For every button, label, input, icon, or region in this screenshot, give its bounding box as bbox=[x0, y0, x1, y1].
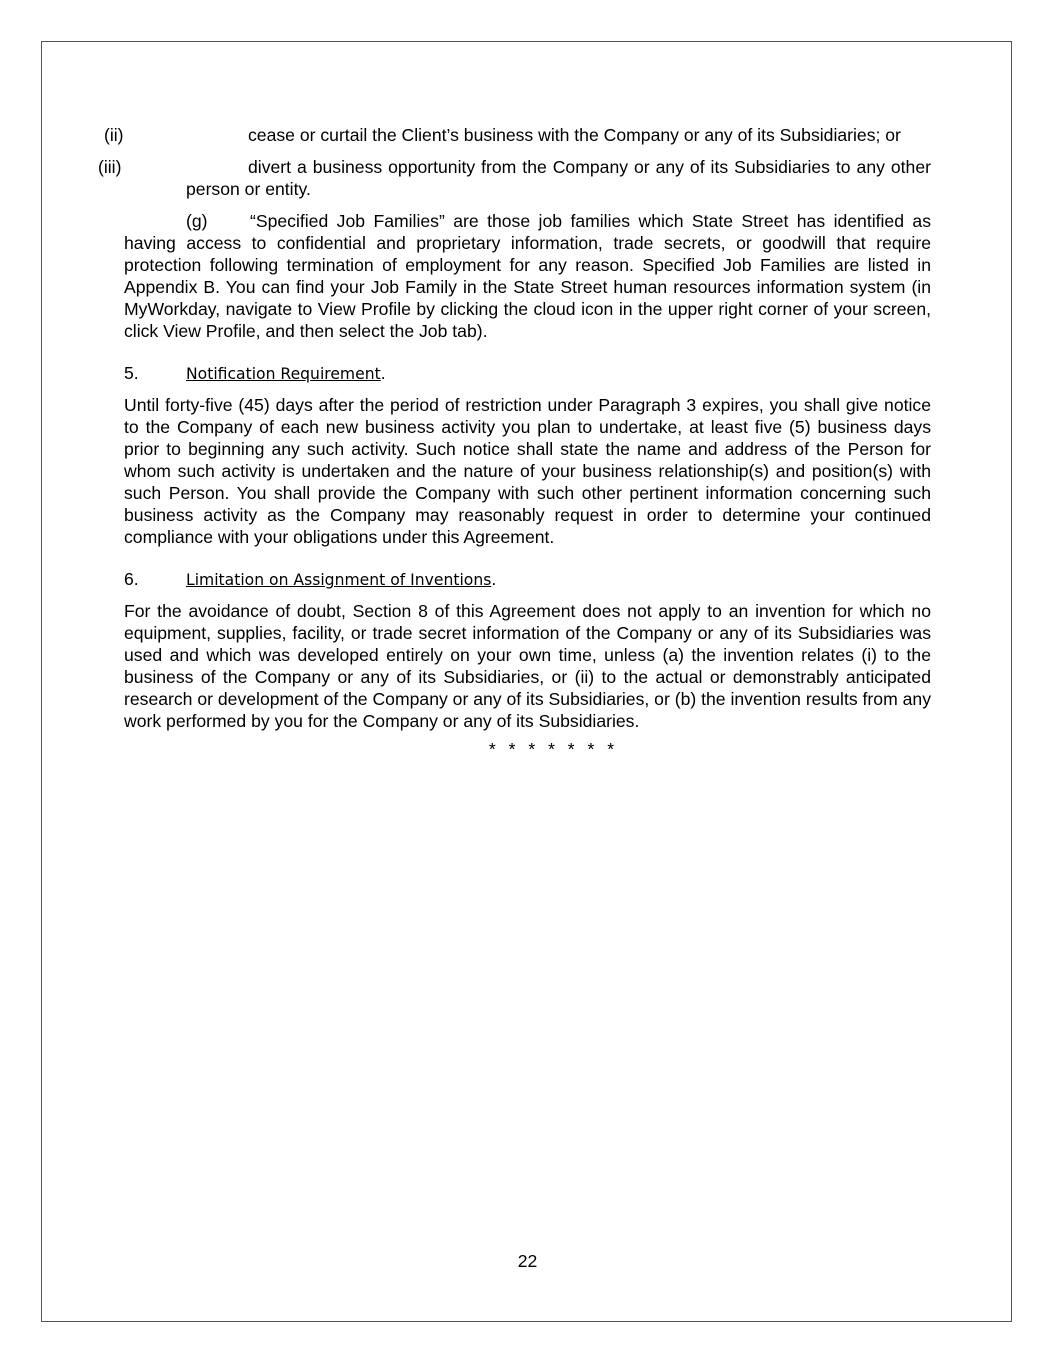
document-body bbox=[98, 124, 931, 760]
section-separator: * * * * * * * bbox=[488, 739, 615, 759]
clause-iii-text: divert a business opportunity from the Company or any of its Subsidiaries to any other person or entity. bbox=[186, 157, 931, 199]
section-5-title: Notification Requirement bbox=[186, 365, 381, 383]
section-6-body: For the avoidance of doubt, Section 8 of this Agreement does not apply to an invention for which no equipment, supplies, facility, or trade secret information of the Company or any of its Subsidiaries was used and which was developed entirely on your own time, unless (a) the invention relates (i) to the business of the Company or any of its Subsidiaries, or (ii) to the actual or demonstrably anticipated research or development of the Company or any of its Subsidiaries, or (b) the invention results from any work performed by you for the Company or any of its Subsidiaries. bbox=[124, 601, 931, 731]
section-6-number: 6. bbox=[124, 569, 139, 589]
clause-ii-number: (ii) bbox=[104, 125, 124, 145]
clause-g-number: (g) bbox=[186, 211, 208, 231]
clause-g bbox=[124, 210, 931, 342]
section-6-heading bbox=[124, 568, 931, 590]
clause-g-text: “Specified Job Families” are those job families which State Street has identified as having access to confidential and proprietary information, trade secrets, or goodwill that require protection following termination of employment for any reason. Specified Job Families are listed in Appendix B. You can find your Job Family in the State Street human resources information system (in MyWorkday, navigate to View Profile by clicking the cloud icon in the upper right corner of your screen, click View Profile, and then select the Job tab). bbox=[124, 211, 931, 341]
section-6-period: . bbox=[491, 569, 497, 589]
section-5-period: . bbox=[380, 363, 386, 383]
section-5-heading bbox=[124, 362, 931, 384]
clause-ii bbox=[104, 124, 931, 146]
page-number: 22 bbox=[517, 1251, 538, 1271]
clause-iii-number: (iii) bbox=[98, 157, 122, 177]
section-5-number: 5. bbox=[124, 363, 139, 383]
clause-ii-text: cease or curtail the Client’s business with the Company or any of its Subsidiaries; or bbox=[248, 125, 901, 145]
section-5-body: Until forty-five (45) days after the period of restriction under Paragraph 3 expires, you shall give notice to the Company of each new business activity you plan to undertake, at least five (5) business days prior to beginning any such activity. Such notice shall state the name and address of the Person for whom such activity is undertaken and the nature of your business relationship(s) and position(s) with such Person. You shall provide the Company with such other pertinent information concerning such business activity as the Company may reasonably request in order to determine your continued compliance with your obligations under this Agreement. bbox=[124, 395, 931, 547]
section-6-title: Limitation on Assignment of Inventions bbox=[186, 571, 492, 589]
clause-iii bbox=[98, 156, 931, 200]
